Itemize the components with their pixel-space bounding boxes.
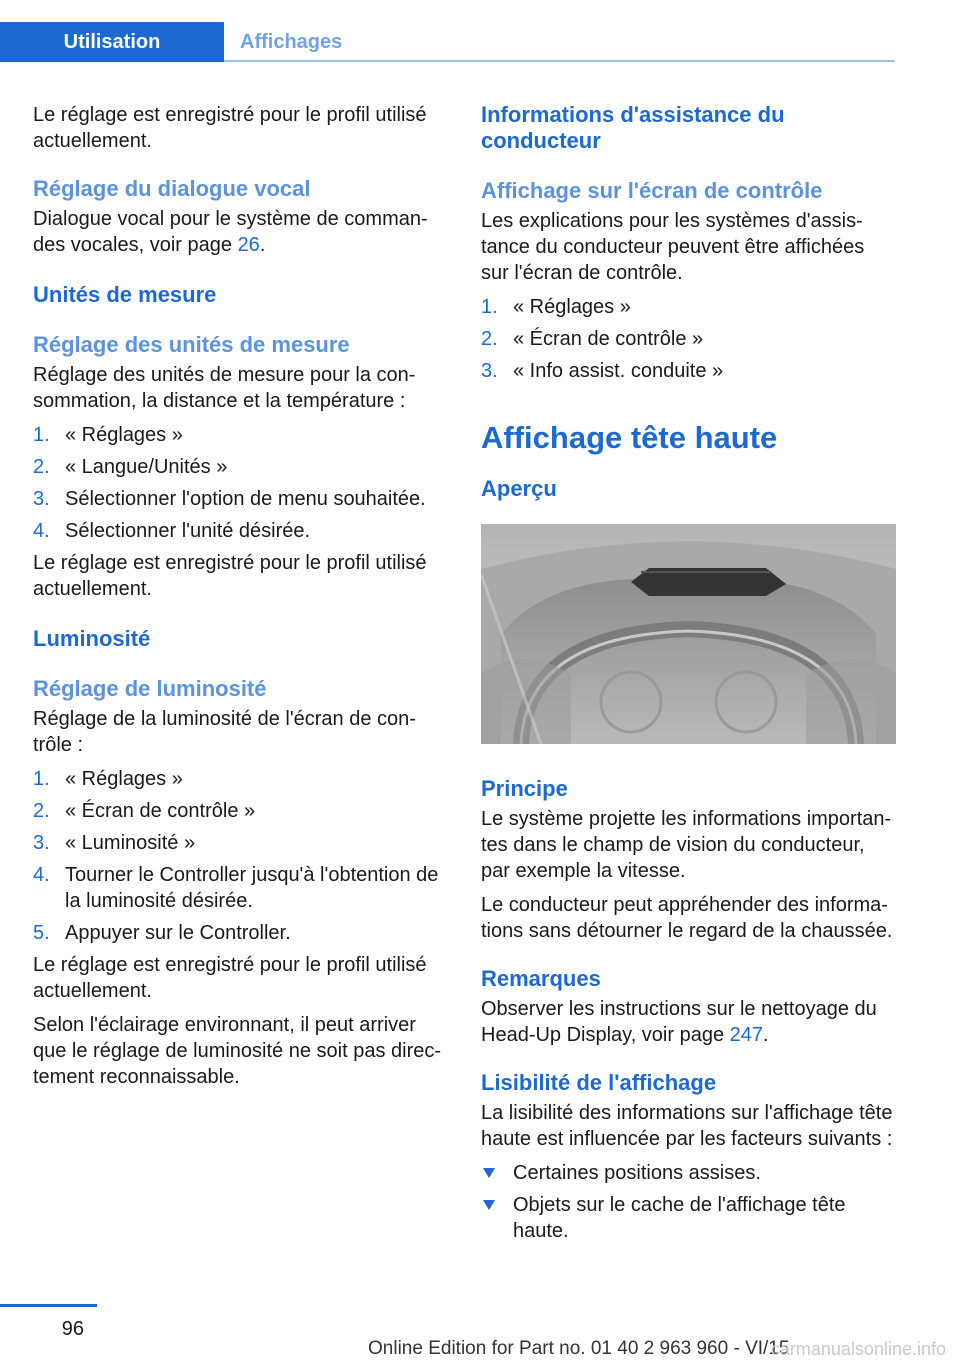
list-item: 2. « Langue/Unités »	[33, 456, 228, 478]
list-item: 1. « Réglages »	[33, 768, 183, 790]
brightness-heading: Luminosité	[33, 626, 151, 651]
list-item: 3. « Luminosité »	[33, 832, 196, 854]
list-item: 3. Sélectionner l'option de menu souhaitée.	[33, 488, 426, 510]
header-bar	[0, 0, 895, 62]
legibility-list	[481, 1160, 897, 1244]
assist-subheading: Affichage sur l'écran de contrôle	[481, 178, 823, 203]
voice-heading: Réglage du dialogue vocal	[33, 176, 311, 201]
list-item: 5. Appuyer sur le Controller.	[33, 922, 291, 944]
assist-text: Les explications pour les systèmes d'assis‐ tance du conducteur peuvent être affichées sur l'écran de contrôle.	[481, 210, 865, 284]
header-rule	[224, 60, 895, 62]
page-number: 96	[61, 1318, 84, 1340]
list-item: 2. « Écran de contrôle »	[33, 800, 256, 822]
list-item: Objets sur le cache de l'affichage tête haute.	[481, 1192, 897, 1244]
legibility-heading: Lisibilité de l'affichage	[481, 1070, 717, 1095]
saved-note: Le réglage est enregistré pour le profil utilisé actuellement.	[33, 552, 427, 600]
environment-note: Selon l'éclairage environnant, il peut arriver que le réglage de luminosité ne soit pas direc‐ tement reconnaissable.	[33, 1014, 442, 1088]
list-item: 4. Tourner le Controller jusqu'à l'obtention de la luminosité désirée.	[33, 864, 439, 912]
tab-affichages[interactable]: Affichages	[240, 30, 343, 53]
units-heading: Unités de mesure	[33, 282, 217, 307]
units-text: Réglage des unités de mesure pour la con‐ sommation, la distance et la température :	[33, 364, 416, 412]
right-column	[481, 102, 897, 1244]
units-steps	[33, 422, 449, 544]
assist-heading: Informations d'assistance du conducteur	[481, 102, 785, 153]
triangle-bullet-icon	[483, 1168, 495, 1178]
voice-text: Dialogue vocal pour le système de comman‐ des vocales, voir page 26.	[33, 208, 428, 256]
principle-text-2: Le conducteur peut appréhender des informa‐ tions sans détourner le regard de la chaussée.	[481, 894, 893, 942]
list-item: 1. « Réglages »	[33, 424, 183, 446]
principle-heading: Principe	[481, 776, 568, 801]
triangle-bullet-icon	[483, 1200, 495, 1210]
assist-steps	[481, 294, 897, 384]
units-subheading: Réglage des unités de mesure	[33, 332, 350, 357]
remarks-heading: Remarques	[481, 966, 601, 991]
list-item: Certaines positions assises.	[481, 1160, 897, 1186]
page-link-26[interactable]: 26	[237, 234, 260, 256]
hud-heading: Affichage tête haute	[481, 420, 778, 455]
legibility-text: La lisibilité des informations sur l'affichage tête haute est influencée par les facteurs suivants :	[481, 1102, 893, 1150]
page-link-247[interactable]: 247	[729, 1024, 764, 1046]
list-item: 2. « Écran de contrôle »	[481, 328, 704, 350]
brightness-text: Réglage de la luminosité de l'écran de con‐ trôle :	[33, 708, 416, 756]
list-item: 3. « Info assist. conduite »	[481, 360, 724, 382]
watermark: carmanualsonline.info	[770, 1339, 946, 1359]
tab-utilisation[interactable]: Utilisation	[0, 22, 224, 62]
edition-note: Online Edition for Part no. 01 40 2 963 960 - VI/15	[368, 1338, 790, 1359]
footer-rule	[0, 1304, 97, 1307]
remarks-text: Observer les instructions sur le nettoyage du Head-Up Display, voir page 247.	[481, 998, 877, 1046]
principle-text: Le système projette les informations importan‐ tes dans le champ de vision du conducteur, par exemple la vitesse.	[481, 808, 892, 882]
saved-note: Le réglage est enregistré pour le profil utilisé actuellement.	[33, 954, 427, 1002]
overview-heading: Aperçu	[481, 476, 557, 501]
saved-note: Le réglage est enregistré pour le profil utilisé actuellement.	[33, 104, 427, 152]
list-item: 4. Sélectionner l'unité désirée.	[33, 520, 311, 542]
left-column	[33, 102, 449, 1090]
brightness-subheading: Réglage de luminosité	[33, 676, 267, 701]
hud-dashboard-image	[481, 524, 896, 744]
brightness-steps	[33, 766, 449, 946]
list-item: 1. « Réglages »	[481, 296, 631, 318]
